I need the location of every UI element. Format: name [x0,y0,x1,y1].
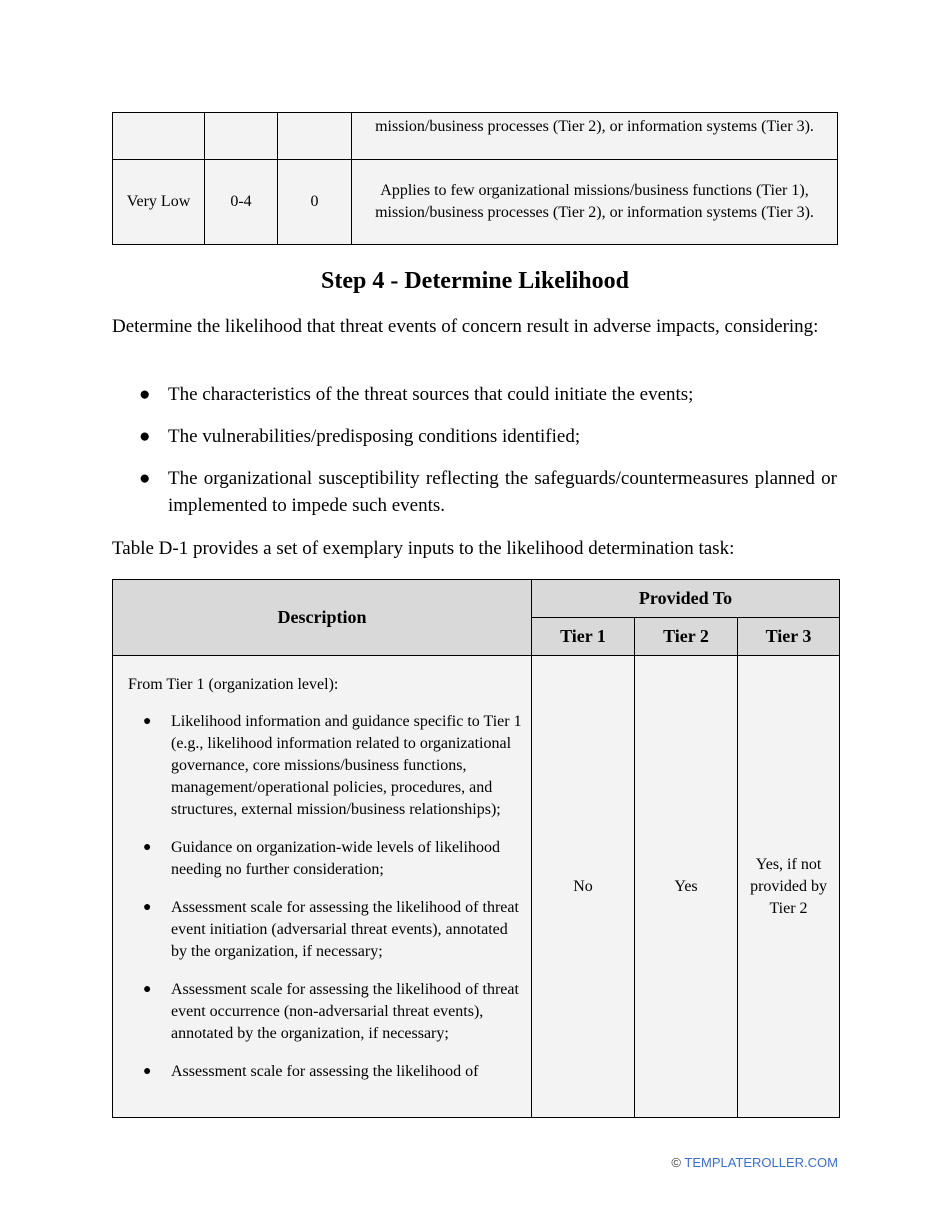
header-tier-2: Tier 2 [635,618,738,656]
description-cell [113,656,532,1118]
bullet-icon: ● [143,714,152,729]
table-row [113,160,838,245]
bullet-icon: ● [139,384,151,405]
description-lead: From Tier 1 (organization level): [128,676,339,693]
bullet-icon: ● [143,900,152,915]
table-cell: Very Low [113,160,205,245]
impact-scale-table-fragment [112,112,838,245]
list-item [112,381,837,408]
footer [671,1155,838,1170]
list-item [128,979,525,1045]
step-heading: Step 4 - Determine Likelihood [321,268,629,294]
bullet-icon: ● [139,426,151,447]
table-cell [113,113,205,160]
list-item [128,711,525,821]
table-cell [205,113,278,160]
templateroller-link[interactable]: TEMPLATEROLLER.COM [684,1155,838,1170]
header-tier-3: Tier 3 [738,618,840,656]
tier-1-cell: No [532,656,635,1118]
list-item-text: Assessment scale for assessing the likelihood of threat event occurrence (non-adversarial threat events), annotated by the organization, if necessary; [171,981,519,1042]
header-provided-to: Provided To [532,580,840,618]
considerations-list [112,381,837,534]
table-cell: Applies to few organizational missions/business functions (Tier 1), mission/business processes (Tier 2), or information systems (Tier 3). [352,160,838,245]
table-cell: 0-4 [205,160,278,245]
table-cell [278,113,352,160]
list-item [128,837,525,881]
list-item-text: Assessment scale for assessing the likelihood of [171,1063,479,1080]
bullet-icon: ● [143,1064,152,1079]
description-list [128,711,525,1083]
likelihood-inputs-table [112,579,840,1118]
table-cell: 0 [278,160,352,245]
header-tier-1: Tier 1 [532,618,635,656]
list-item [112,423,837,450]
tier-3-cell: Yes, if not provided by Tier 2 [738,656,840,1118]
bullet-icon: ● [143,982,152,997]
list-item-text: The vulnerabilities/predisposing conditions identified; [168,426,581,447]
list-item [112,465,837,519]
list-item [128,1061,525,1083]
copyright-symbol: © [671,1155,681,1170]
table-cell: mission/business processes (Tier 2), or information systems (Tier 3). [352,113,838,160]
table-row [113,656,840,1118]
table-reference-paragraph: Table D-1 provides a set of exemplary inputs to the likelihood determination task: [112,538,735,559]
header-description: Description [113,580,532,656]
list-item [128,897,525,963]
list-item-text: Guidance on organization-wide levels of likelihood needing no further consideration; [171,839,500,878]
list-item-text: Likelihood information and guidance specific to Tier 1 (e.g., likelihood information related to organizational governance, core missions/business functions, management/operational policies, procedures, and structures, external mission/business relationships); [171,713,522,818]
bullet-icon: ● [139,468,151,489]
intro-paragraph: Determine the likelihood that threat events of concern result in adverse impacts, considering: [112,316,819,337]
list-item-text: The organizational susceptibility reflecting the safeguards/countermeasures planned or implemented to impede such events. [168,468,837,516]
list-item-text: Assessment scale for assessing the likelihood of threat event initiation (adversarial threat events), annotated by the organization, if necessary; [171,899,519,960]
bullet-icon: ● [143,840,152,855]
list-item-text: The characteristics of the threat sources that could initiate the events; [168,384,694,405]
tier-2-cell: Yes [635,656,738,1118]
table-header-row [113,580,840,618]
table-row [113,113,838,160]
